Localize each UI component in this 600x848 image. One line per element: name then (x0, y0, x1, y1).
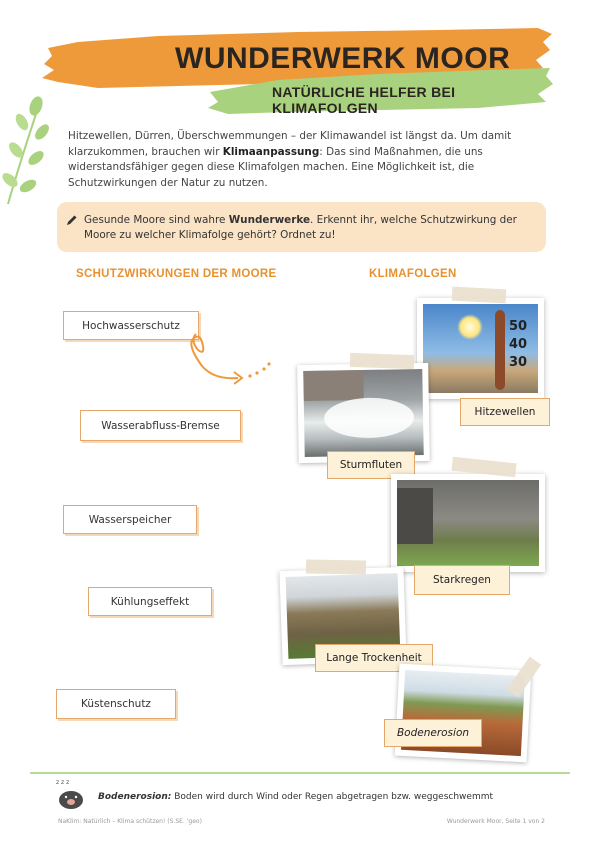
wooden-fence (397, 488, 433, 544)
right-column-heading: KLIMAFOLGEN (369, 268, 457, 280)
effect-card-hochwasserschutz[interactable] (63, 311, 199, 340)
title-block (40, 22, 550, 116)
intro-paragraph (68, 129, 546, 191)
sun-icon (457, 314, 483, 340)
effect-label: Küstenschutz (81, 698, 151, 710)
thermometer-scale (509, 318, 527, 372)
consequence-label: Sturmfluten (339, 459, 403, 471)
left-column-heading: SCHUTZWIRKUNGEN DER MOORE (76, 268, 277, 280)
caption-hitzewellen[interactable] (460, 398, 550, 426)
leaf-branch-icon (0, 92, 60, 212)
caption-bodenerosion[interactable] (384, 719, 482, 747)
effect-card-kuehlungseffekt[interactable] (88, 587, 212, 616)
effect-label: Wasserabfluss-Bremse (101, 419, 220, 432)
effect-label: Kühlungseffekt (110, 595, 190, 608)
consequence-label: Lange Trockenheit (326, 652, 422, 664)
wave-splash (324, 397, 415, 439)
photo-starkregen (391, 474, 545, 572)
tape-strip (452, 287, 507, 304)
scale-50: 50 (509, 319, 528, 334)
consequence-label: Bodenerosion (396, 727, 470, 739)
task-text-1: Gesunde Moore sind wahre (84, 214, 229, 226)
houses-backdrop (303, 370, 364, 401)
effect-card-wasserspeicher[interactable] (63, 505, 197, 534)
thermometer-icon (495, 310, 505, 390)
photo-hitzewellen (417, 298, 544, 399)
glossary-term: Bodenerosion: (98, 792, 172, 802)
tape-strip (350, 353, 414, 369)
consequence-label: Starkregen (433, 574, 491, 586)
consequence-label: Hitzewellen (474, 406, 536, 418)
caption-starkregen[interactable] (414, 565, 510, 595)
task-text-2: . Erkennt ihr, welche Schutzwirkung der Moore zu welcher Klimafolge gehört? Ordnet zu! (84, 214, 517, 241)
scale-30: 30 (509, 355, 528, 370)
tape-strip (306, 559, 366, 574)
photo-bodenerosion (395, 664, 532, 763)
photo-sturmfluten (297, 363, 430, 463)
footer-divider (30, 772, 570, 774)
intro-bold-term: Klimaanpassung (222, 145, 320, 158)
effect-card-kuestenschutz[interactable] (56, 689, 176, 719)
effect-card-wasserabfluss-bremse[interactable] (80, 410, 241, 441)
glossary-definition: Boden wird durch Wind oder Regen abgetragen bzw. weggeschwemmt (171, 792, 494, 802)
glossary-footnote (98, 792, 493, 802)
intro-text-2: : Das sind Maßnahmen, die uns widerstandsfähiger gegen diese Klimafolgen machen. Eine Möglichkeit ist, die Schutzwirkungen der Natur zu nutzen. (68, 145, 483, 189)
footer-right: Wunderwerk Moor, Seite 1 von 2 (446, 818, 545, 825)
scale-40: 40 (509, 337, 528, 352)
page-subtitle: NATÜRLICHE HELFER BEI KLIMAFOLGEN (272, 84, 456, 116)
effect-label: Hochwasserschutz (82, 319, 180, 332)
example-arrow-icon (180, 330, 280, 390)
svg-text:z z z: z z z (56, 779, 70, 786)
page-title: WUNDERWERK MOOR (175, 42, 511, 75)
effect-label: Wasserspeicher (88, 513, 172, 526)
intro-text-1: Hitzewellen, Dürren, Überschwemmungen – der Klimawandel ist längst da. Um damit klarzukommen, brauchen wir (68, 130, 512, 158)
pencil-icon (66, 214, 78, 226)
mole-mascot-icon (54, 776, 88, 810)
task-instruction (84, 213, 534, 243)
footer-left: NaKlim: Natürlich – Klima schützen! (S.SE. 'geo) (58, 818, 202, 825)
task-bold-term: Wunderwerke (228, 214, 311, 226)
